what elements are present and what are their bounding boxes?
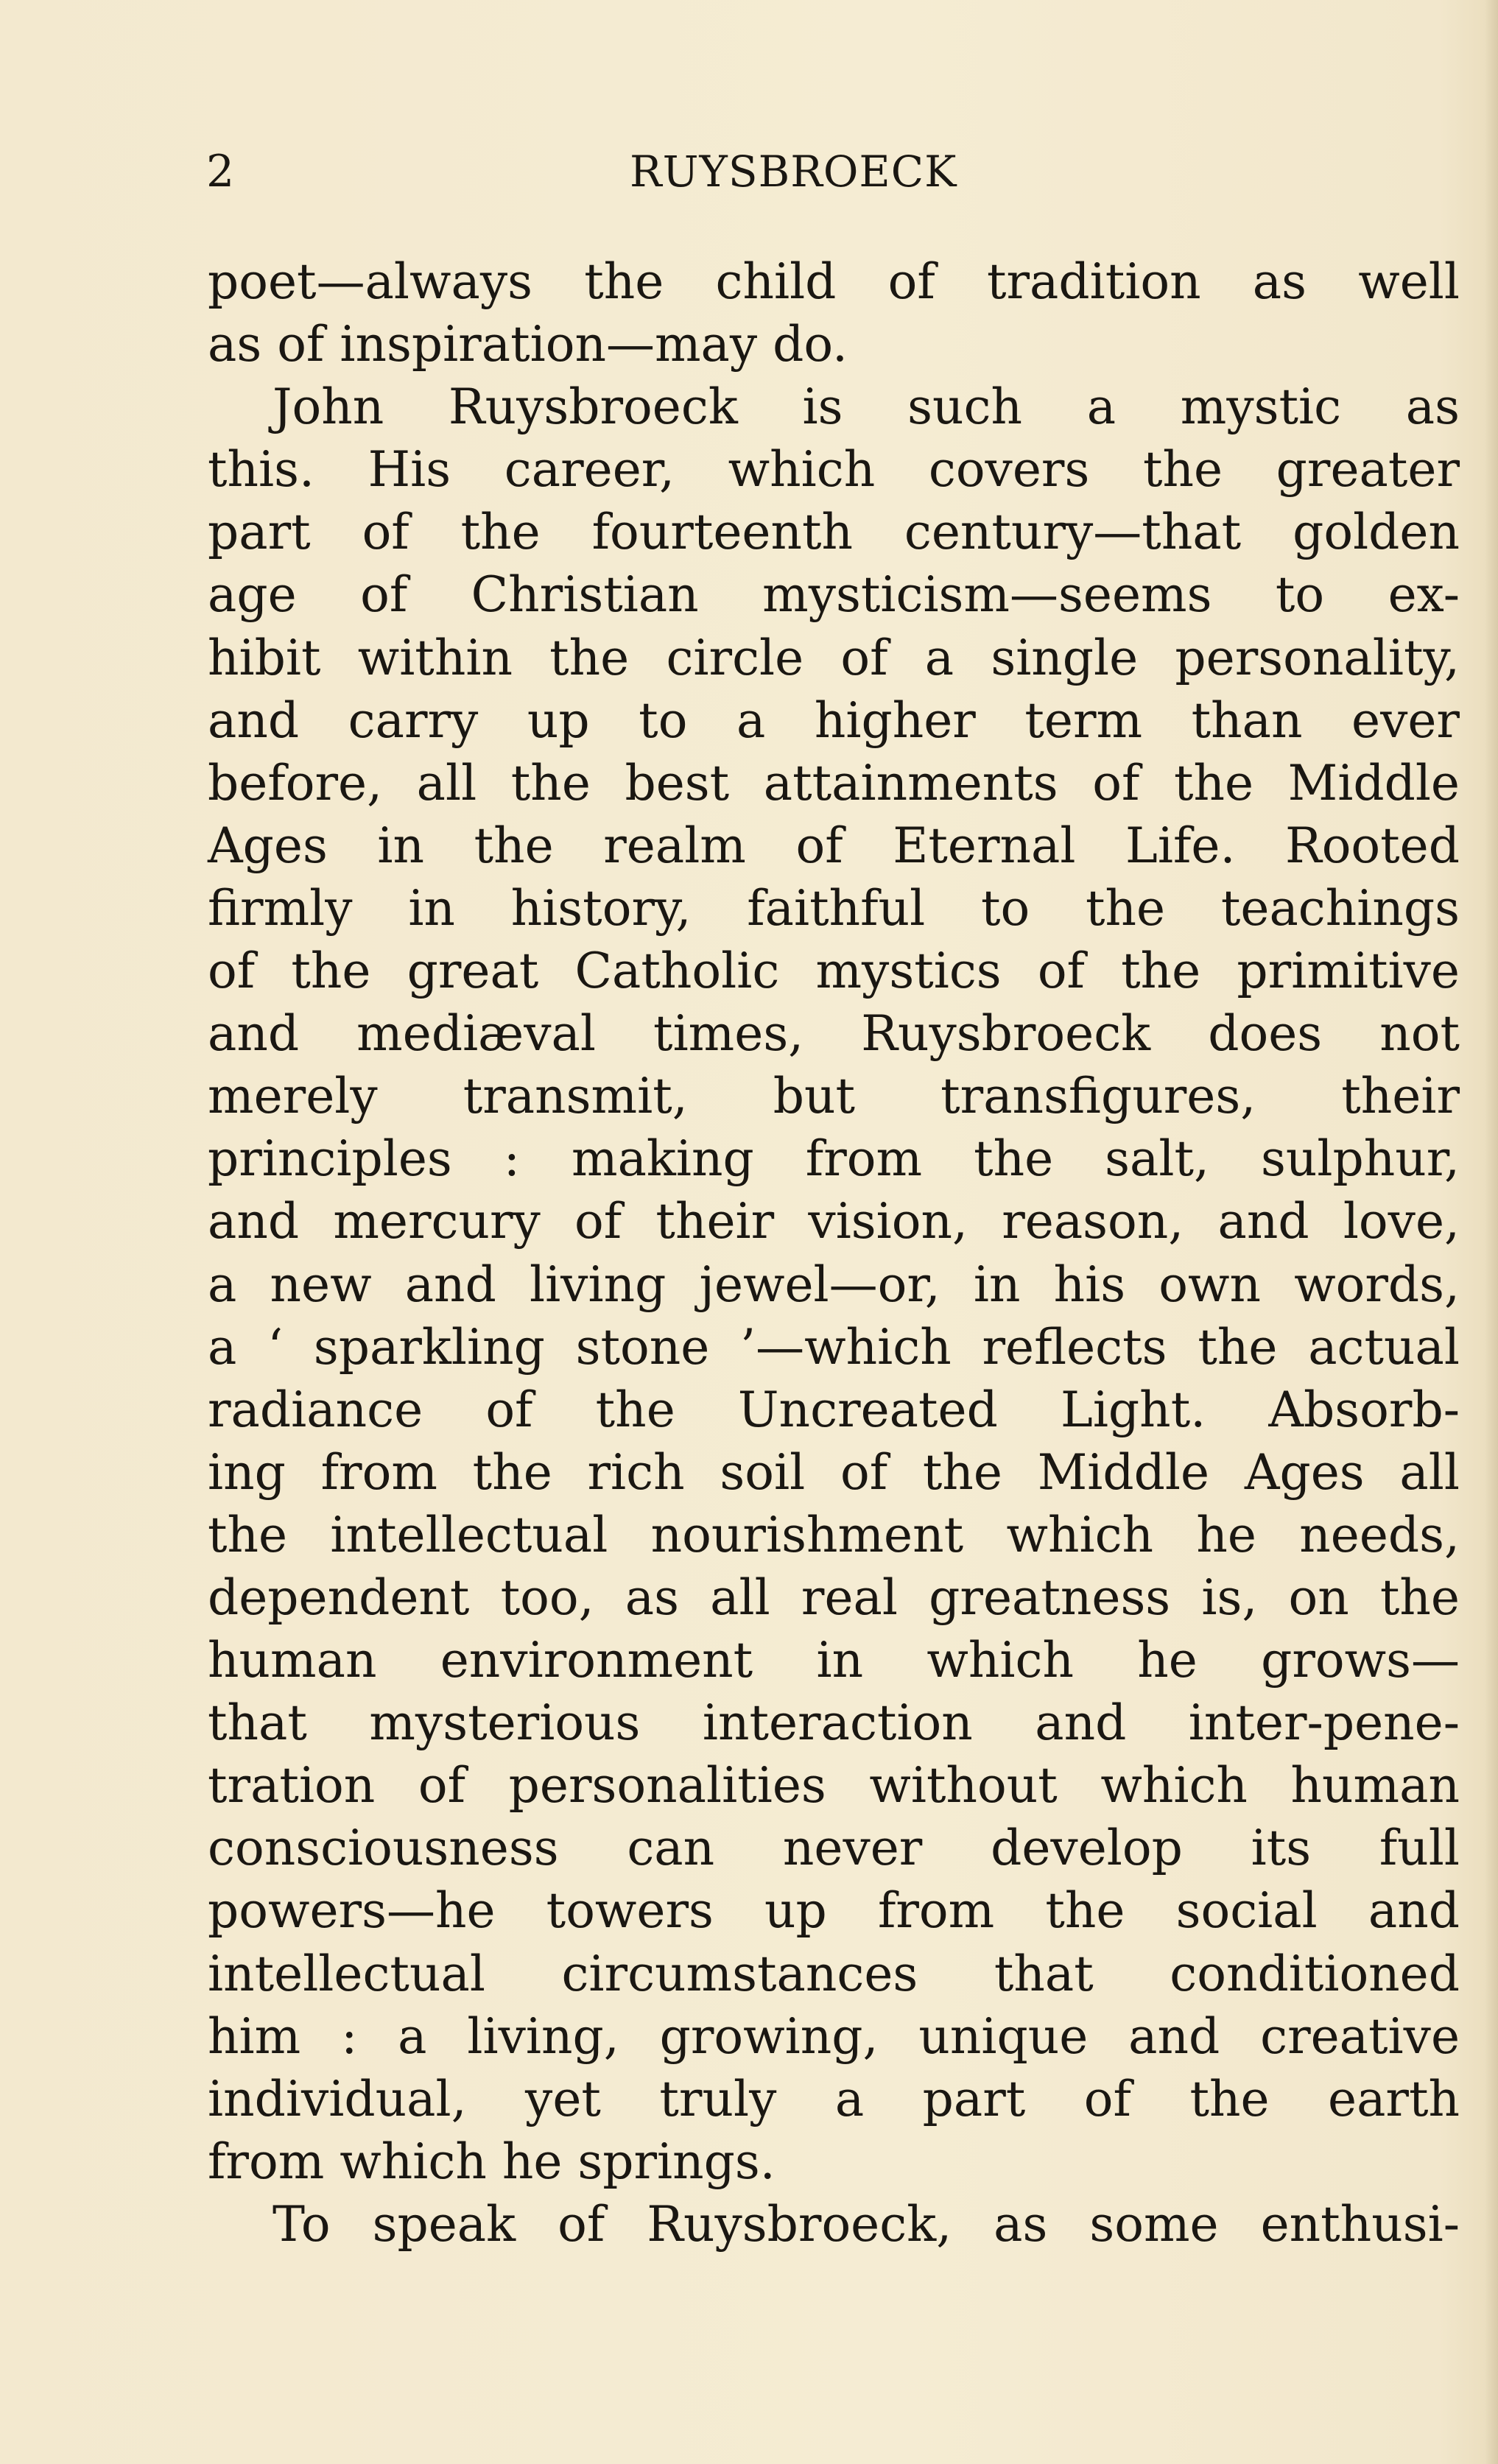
text-line: and mediæval times, Ruysbroeck does not [208, 1005, 1460, 1063]
body-text [208, 250, 1460, 2256]
text-line: tration of personalities without which human [208, 1757, 1460, 1814]
text-line: radiance of the Uncreated Light. Absorb- [208, 1381, 1460, 1438]
text-line: this. His career, which covers the greater [208, 441, 1460, 499]
text-line: and carry up to a higher term than ever [208, 691, 1460, 749]
text-line: merely transmit, but transfigures, their [208, 1068, 1460, 1125]
text-line: that mysterious interaction and inter-pene- [208, 1694, 1460, 1752]
page-edge-shadow [1485, 0, 1498, 2464]
text-line: hibit within the circle of a single personality, [208, 629, 1460, 686]
text-line: as of inspiration—may do. [208, 316, 848, 373]
page-number: 2 [206, 146, 235, 197]
text-line: John Ruysbroeck is such a mystic as [272, 379, 1460, 436]
text-line: human environment in which he grows— [208, 1632, 1460, 1689]
text-line: and mercury of their vision, reason, and love, [208, 1193, 1460, 1250]
text-line: age of Christian mysticism—seems to ex- [208, 566, 1460, 624]
text-line: from which he springs. [208, 2133, 776, 2190]
text-line: individual, yet truly a part of the earth [208, 2070, 1460, 2127]
text-line: a new and living jewel—or, in his own words, [208, 1256, 1460, 1313]
text-line: dependent too, as all real greatness is, on the [208, 1569, 1460, 1626]
text-line: firmly in history, faithful to the teachings [208, 879, 1460, 937]
text-line: principles : making from the salt, sulphur, [208, 1130, 1460, 1188]
text-line: ing from the rich soil of the Middle Ages all [208, 1443, 1460, 1501]
text-line: poet—always the child of tradition as well [208, 253, 1460, 310]
text-line: the intellectual nourishment which he needs, [208, 1506, 1460, 1563]
running-head [206, 138, 1458, 205]
text-line: him : a living, growing, unique and creative [208, 2007, 1460, 2065]
text-line: consciousness can never develop its full [208, 1820, 1460, 1877]
text-line: before, all the best attainments of the Middle [208, 754, 1460, 812]
text-line: of the great Catholic mystics of the primitive [208, 943, 1460, 1000]
running-title: RUYSBROECK [630, 147, 957, 197]
text-line: part of the fourteenth century—that golden [208, 504, 1460, 561]
text-line: To speak of Ruysbroeck, as some enthusi- [272, 2195, 1460, 2253]
text-line: Ages in the realm of Eternal Life. Rooted [208, 817, 1460, 874]
text-line: intellectual circumstances that conditioned [208, 1945, 1460, 2002]
text-line: powers—he towers up from the social and [208, 1882, 1460, 1940]
text-line: a ‘ sparkling stone ’—which reflects the actual [208, 1318, 1460, 1376]
